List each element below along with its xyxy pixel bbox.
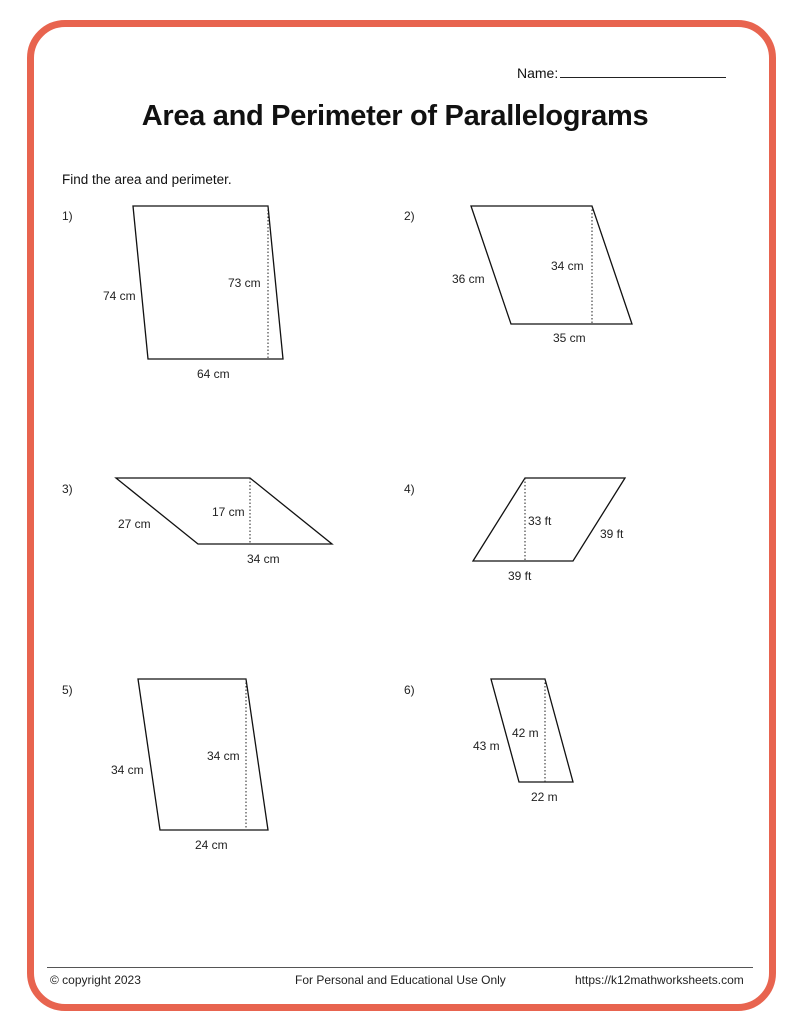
- instructions: Find the area and perimeter.: [62, 172, 232, 187]
- base-label: 35 cm: [553, 331, 586, 345]
- problem-number: 2): [404, 209, 415, 223]
- problem-1: [62, 206, 283, 381]
- problem-3: [62, 478, 332, 566]
- problem-4: [404, 478, 625, 583]
- parallelogram: [138, 679, 268, 830]
- problem-number: 5): [62, 683, 73, 697]
- problem-6: [404, 679, 573, 804]
- base-label: 64 cm: [197, 367, 230, 381]
- base-label: 24 cm: [195, 838, 228, 852]
- name-label: Name:: [517, 65, 559, 81]
- side-label: 27 cm: [118, 517, 151, 531]
- height-label: 73 cm: [228, 276, 261, 290]
- page-title: Area and Perimeter of Parallelograms: [141, 100, 649, 132]
- height-label: 33 ft: [528, 514, 552, 528]
- usage-notice: For Personal and Educational Use Only: [295, 973, 506, 987]
- problem-number: 1): [62, 209, 73, 223]
- height-label: 17 cm: [212, 505, 245, 519]
- side-label: 43 m: [473, 739, 500, 753]
- problem-number: 4): [404, 482, 415, 496]
- base-label: 34 cm: [247, 552, 280, 566]
- height-label: 34 cm: [551, 259, 584, 273]
- problem-number: 6): [404, 683, 415, 697]
- side-label: 36 cm: [452, 272, 485, 286]
- height-label: 42 m: [512, 726, 539, 740]
- base-label: 39 ft: [508, 569, 532, 583]
- problem-number: 3): [62, 482, 73, 496]
- side-label: 39 ft: [600, 527, 624, 541]
- website-link[interactable]: https://k12mathworksheets.com: [575, 973, 744, 987]
- footer-divider: [47, 967, 753, 968]
- side-label: 74 cm: [103, 289, 136, 303]
- problem-5: [62, 679, 268, 852]
- copyright: © copyright 2023: [50, 973, 141, 987]
- side-label: 34 cm: [111, 763, 144, 777]
- base-label: 22 m: [531, 790, 558, 804]
- height-label: 34 cm: [207, 749, 240, 763]
- problem-2: [404, 206, 632, 345]
